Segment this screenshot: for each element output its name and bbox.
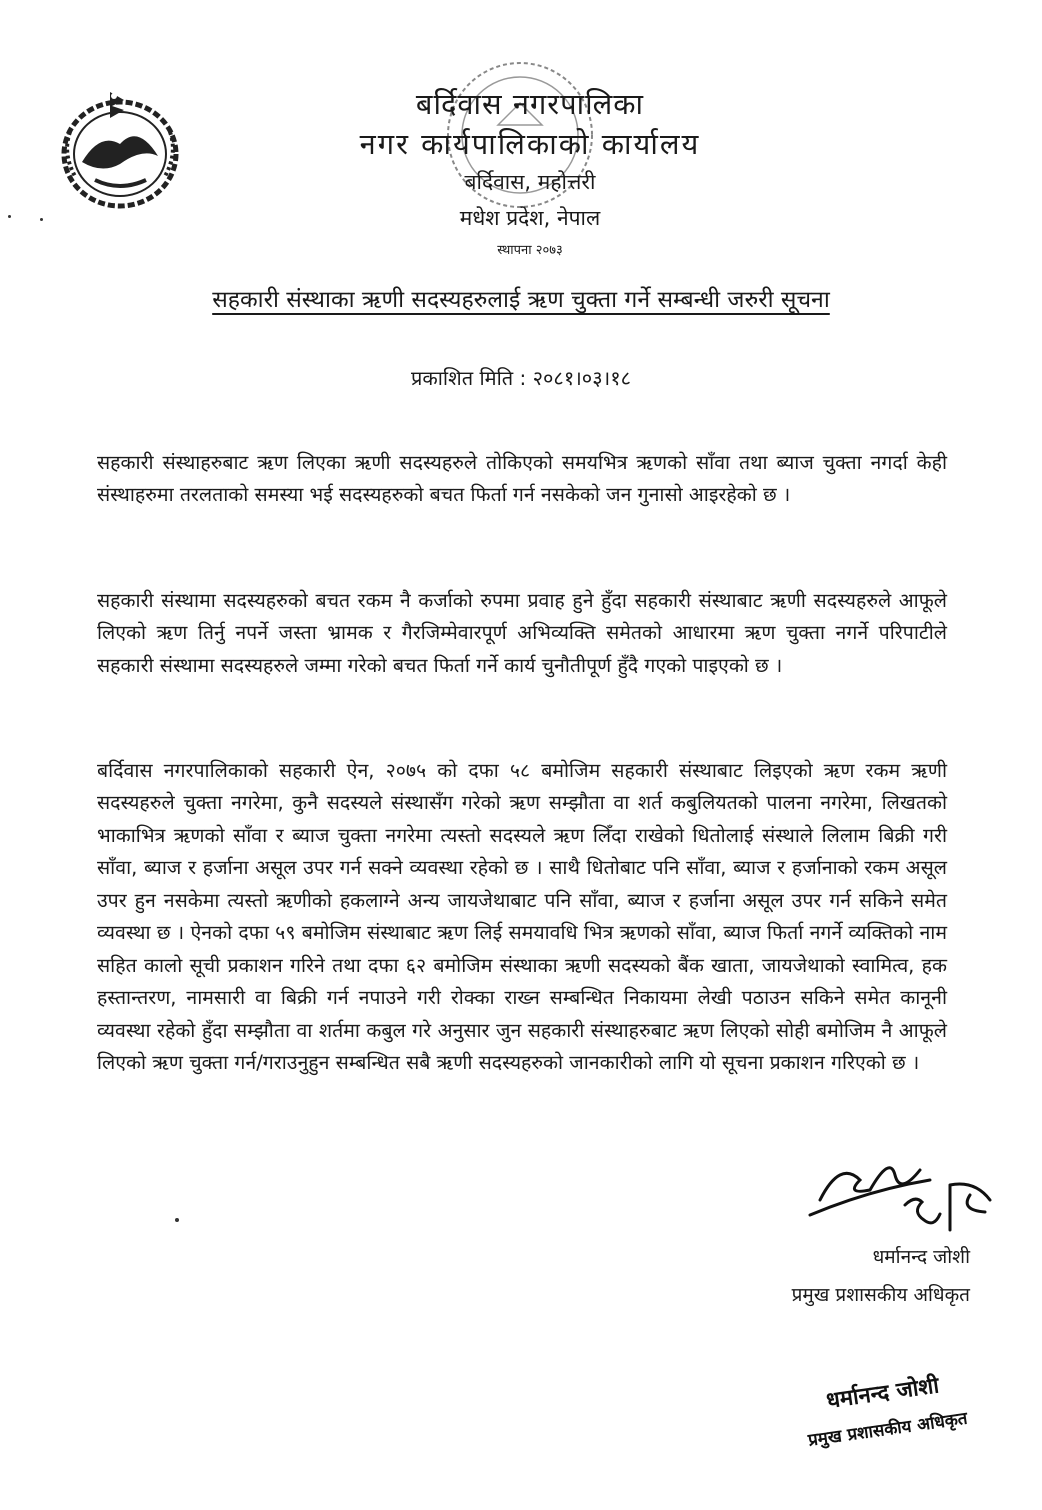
body-paragraph-2: सहकारी संस्थामा सदस्यहरुको बचत रकम नै कर्जाको रुपमा प्रवाह हुने हुँदा सहकारी संस्थाबाट ऋणी सदस्यहरुले आफूले लिएको ऋण तिर्नु नपर्ने जस्ता भ्रामक र गैरजिम्मेवारपूर्ण अभिव्यक्ति समेतको आधारमा ऋण चुक्ता नगर्ने परिपाटीले सहकारी संस्थामा सदस्यहरुले जम्मा गरेको बचत फिर्ता गर्ने कार्य चुनौतीपूर्ण हुँदै गएको पाइएको छ ।: [97, 588, 947, 677]
address-province: मधेश प्रदेश, नेपाल: [459, 206, 601, 230]
address-district: बर्दिवास, महोत्तरी: [464, 170, 596, 194]
scan-speck: [40, 218, 43, 221]
handwritten-signature: [800, 1140, 1000, 1235]
established-year: स्थापना २०७३: [497, 243, 563, 258]
body-paragraph-1: सहकारी संस्थाहरुबाट ऋण लिएका ऋणी सदस्यहरुले तोकिएको समयभित्र ऋणको साँवा तथा ब्याज चुक्ता नगर्दा केही संस्थाहरुमा तरलताको समस्या भई सदस्यहरुको बचत फिर्ता गर्न नसकेको जन गुनासो आइरहेको छ ।: [97, 450, 947, 506]
office-name: नगर कार्यपालिकाको कार्यालय: [359, 127, 701, 161]
nepal-emblem-icon: [50, 82, 190, 217]
signatory: [720, 1238, 970, 1314]
notice-title: [0, 283, 1042, 317]
body-paragraph-3: बर्दिवास नगरपालिकाको सहकारी ऐन, २०७५ को दफा ५८ बमोजिम सहकारी संस्थाबाट लिइएको ऋण रकम ऋणी सदस्यहरुले चुक्ता नगरेमा, कुनै सदस्यले संस्थासँग गरेको ऋण सम्झौता वा शर्त कबुलियतको पालना नगरेमा, लिखतको भाकाभित्र ऋणको साँवा र ब्याज चुक्ता नगरेमा त्यस्तो सदस्यले ऋण लिँदा राखेको धितोलाई संस्थाले लिलाम बिक्री गरी साँवा, ब्याज र हर्जाना असूल उपर गर्न सक्ने व्यवस्था रहेको छ । साथै धितोबाट पनि साँवा, ब्याज र हर्जानाको रकम असूल उपर हुन नसकेमा त्यस्तो ऋणीको हकलाग्ने अन्य जायजेथाबाट पनि साँवा, ब्याज र हर्जाना असूल उपर गर्न सकिने समेत व्यवस्था छ । ऐनको दफा ५९ बमोजिम संस्थाबाट ऋण लिई समयावधि भित्र ऋणको साँवा, ब्याज फिर्ता नगर्ने व्यक्तिको नाम सहित कालो सूची प्रकाशन गरिने तथा दफा ६२ बमोजिम संस्थाका ऋणी सदस्यको बैंक खाता, जायजेथाको स्वामित्व, हक हस्तान्तरण, नामसारी वा बिक्री गर्न नपाउने गरी रोक्का राख्न सम्बन्धित निकायमा लेखी पठाउन सकिने समेत कानूनी व्यवस्था रहेको हुँदा सम्झौता वा शर्तमा कबुल गरे अनुसार जुन सहकारी संस्थाहरुबाट ऋण लिएको सोही बमोजिम नै आफूले लिएको ऋण चुक्ता गर्न/गराउनुहुन सम्बन्धित सबै ऋणी सदस्यहरुको जानकारीको लागि यो सूचना प्रकाशन गरिएको छ ।: [97, 758, 947, 1074]
scan-speck: [8, 215, 11, 218]
notice-title-text: सहकारी संस्थाका ऋणी सदस्यहरुलाई ऋण चुक्ता गर्ने सम्बन्धी जरुरी सूचना: [212, 287, 830, 313]
signatory-name: धर्मानन्द जोशी: [872, 1246, 970, 1268]
stamp-designation: प्रमुख प्रशासकीय अधिकृत: [806, 1408, 969, 1451]
name-stamp: [785, 1355, 985, 1465]
letterhead: [250, 84, 810, 266]
municipality-name: बर्दिवास नगरपालिका: [415, 87, 645, 121]
published-date: प्रकाशित मिति : २०८१।०३।१८: [411, 366, 631, 390]
stamp-name: धर्मानन्द जोशी: [824, 1373, 941, 1414]
scan-speck: [175, 1218, 179, 1222]
signatory-designation: प्रमुख प्रशासकीय अधिकृत: [791, 1284, 970, 1306]
